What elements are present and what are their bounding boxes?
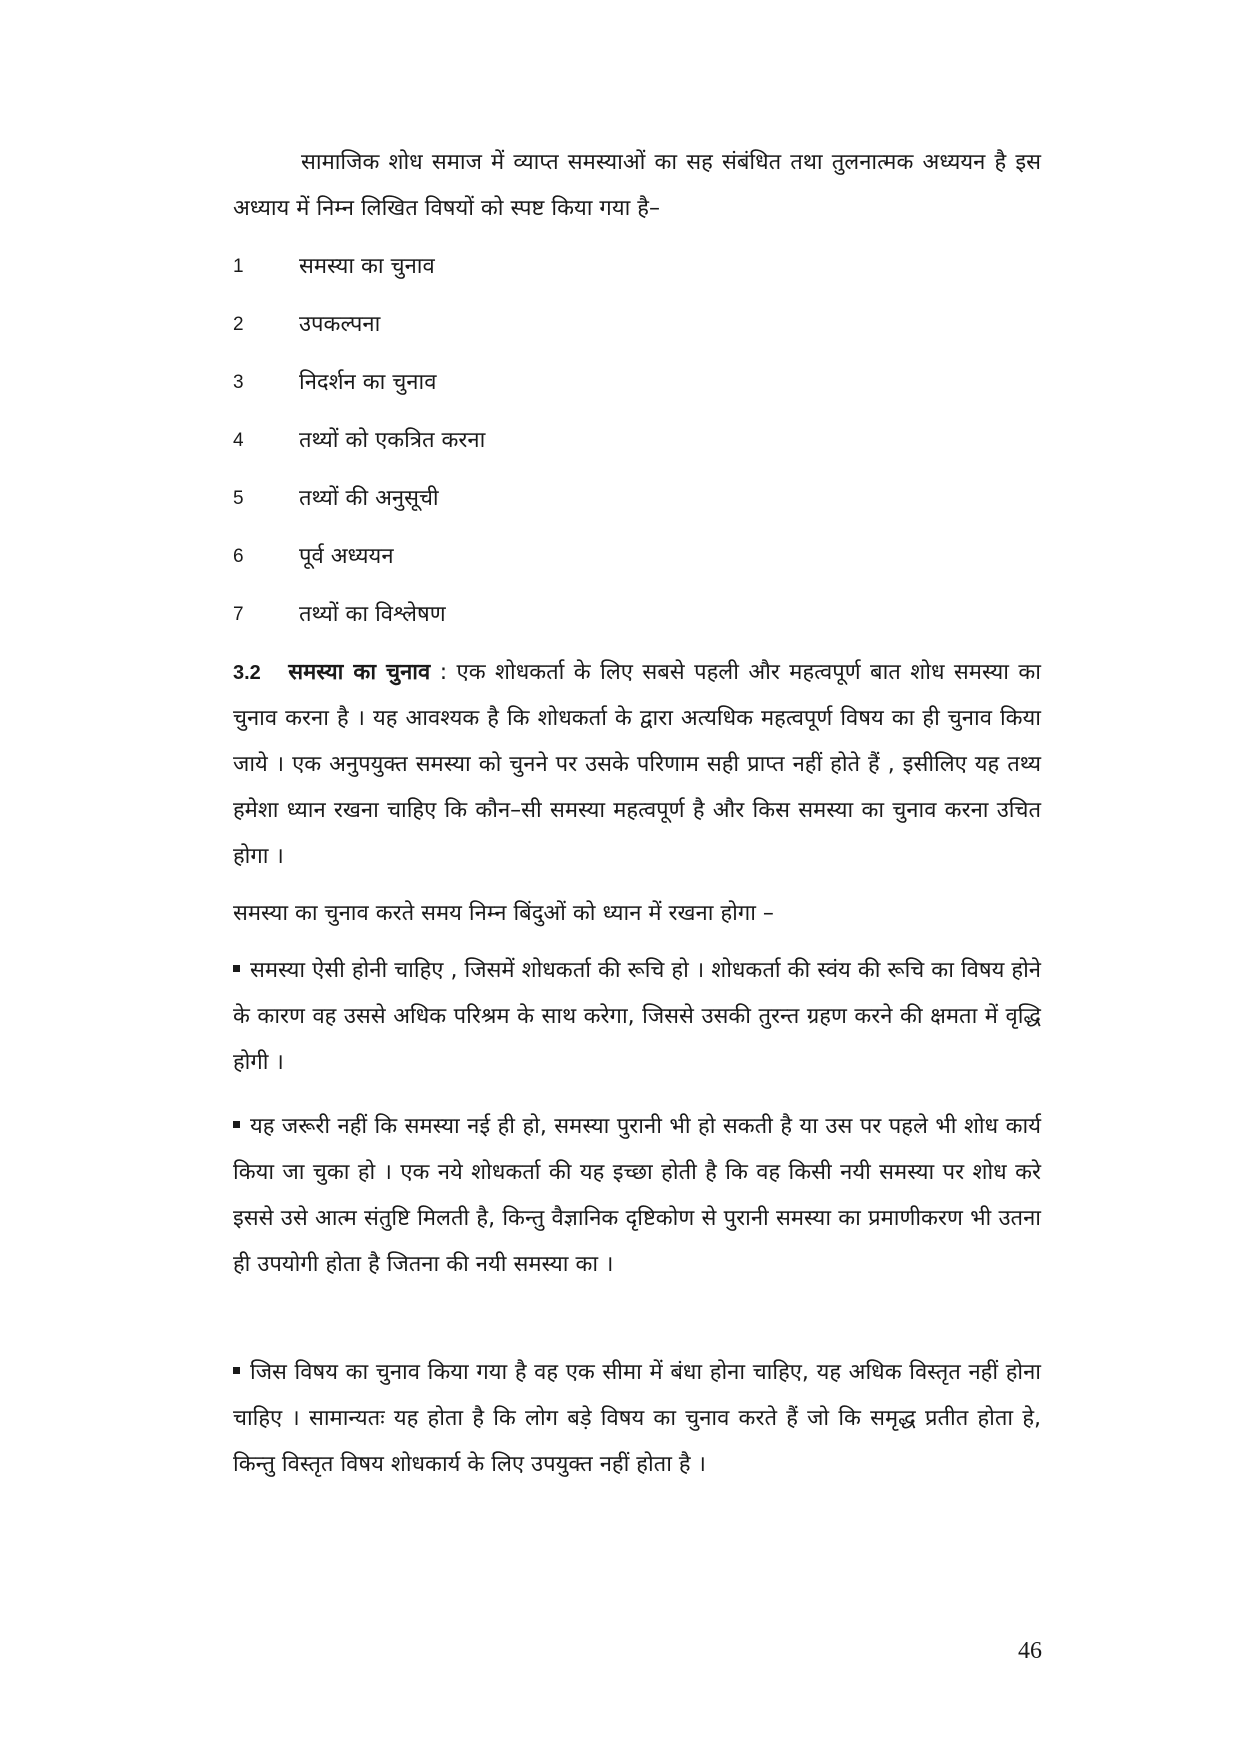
- list-item-number: 1: [233, 256, 244, 277]
- section-title: समस्या का चुनाव: [288, 660, 431, 685]
- list-item: [233, 476, 933, 534]
- bullet-text: समस्या ऐसी होनी चाहिए , जिसमें शोधकर्ता की रूचि हो । शोधकर्ता की स्वंय की रूचि का विषय होने के कारण वह उससे अधिक परिश्रम के साथ करेगा, जिससे उसकी तुरन्त ग्रहण करने की क्षमता में वृद्धि होगी ।: [233, 958, 1041, 1075]
- list-item: [233, 360, 933, 418]
- list-item: [233, 534, 933, 592]
- list-item: [233, 592, 933, 650]
- list-item-number: 6: [233, 546, 244, 567]
- list-item-number: 3: [233, 372, 244, 393]
- bullet-paragraph: [233, 1350, 1041, 1488]
- bullet-text: जिस विषय का चुनाव किया गया है वह एक सीमा में बंधा होना चाहिए, यह अधिक विस्तृत नहीं होना चाहिए । सामान्यतः यह होता है कि लोग बड़े विषय का चुनाव करते हैं जो कि समृद्ध प्रतीत होता हे, किन्तु विस्तृत विषय शोधकार्य के लिए उपयुक्त नहीं होता है ।: [233, 1360, 1041, 1477]
- list-item-label: तथ्यों का विश्लेषण: [299, 602, 446, 627]
- list-item-label: तथ्यों को एकत्रित करना: [299, 428, 486, 453]
- list-item-label: तथ्यों की अनुसूची: [299, 486, 439, 511]
- list-item-number: 2: [233, 314, 244, 335]
- list-item-label: उपकल्पना: [299, 312, 381, 337]
- list-item-number: 7: [233, 604, 244, 625]
- list-item: [233, 418, 933, 476]
- list-item-label: पूर्व अध्ययन: [299, 544, 394, 569]
- bullet-paragraph: [233, 948, 1041, 1086]
- section-paragraph: [233, 650, 1041, 880]
- section-number: 3.2: [233, 662, 261, 684]
- list-item: [233, 244, 933, 302]
- page-number: 46: [1018, 1638, 1042, 1664]
- list-item-number: 4: [233, 430, 244, 451]
- bullet-paragraph: [233, 1104, 1041, 1288]
- topic-list: [233, 244, 933, 650]
- square-bullet-icon: [233, 1367, 240, 1374]
- list-item-label: निदर्शन का चुनाव: [299, 370, 437, 395]
- square-bullet-icon: [233, 1121, 240, 1128]
- intro-paragraph: सामाजिक शोध समाज में व्याप्त समस्याओं का सह संबंधित तथा तुलनात्मक अध्ययन है इस अध्याय में निम्न लिखित विषयों को स्पष्ट किया गया है–: [233, 150, 1041, 221]
- list-item-number: 5: [233, 488, 244, 509]
- section-body: : एक शोधकर्ता के लिए सबसे पहली और महत्वपूर्ण बात शोध समस्या का चुनाव करना है । यह आवश्यक है कि शोधकर्ता के द्वारा अत्यधिक महत्वपूर्ण विषय का ही चुनाव किया जाये । एक अनुपयुक्त समस्या को चुनने पर उसके परिणाम सही प्राप्त नहीं होते हैं , इसीलिए यह तथ्य हमेशा ध्यान रखना चाहिए कि कौन–सी समस्या महत्वपूर्ण है और किस समस्या का चुनाव करना उचित होगा ।: [233, 660, 1041, 869]
- list-item-label: समस्या का चुनाव: [299, 254, 435, 279]
- square-bullet-icon: [233, 965, 240, 972]
- bullet-text: यह जरूरी नहीं कि समस्या नई ही हो, समस्या पुरानी भी हो सकती है या उस पर पहले भी शोध कार्य किया जा चुका हो । एक नये शोधकर्ता की यह इच्छा होती है कि वह किसी नयी समस्या पर शोध करे इससे उसे आत्म संतुष्टि मिलती है, किन्तु वैज्ञानिक दृष्टिकोण से पुरानी समस्या का प्रमाणीकरण भी उतना ही उपयोगी होता है जितना की नयी समस्या का ।: [233, 1114, 1041, 1277]
- list-item: [233, 302, 933, 360]
- lead-sentence: समस्या का चुनाव करते समय निम्न बिंदुओं को ध्यान में रखना होगा –: [233, 901, 774, 926]
